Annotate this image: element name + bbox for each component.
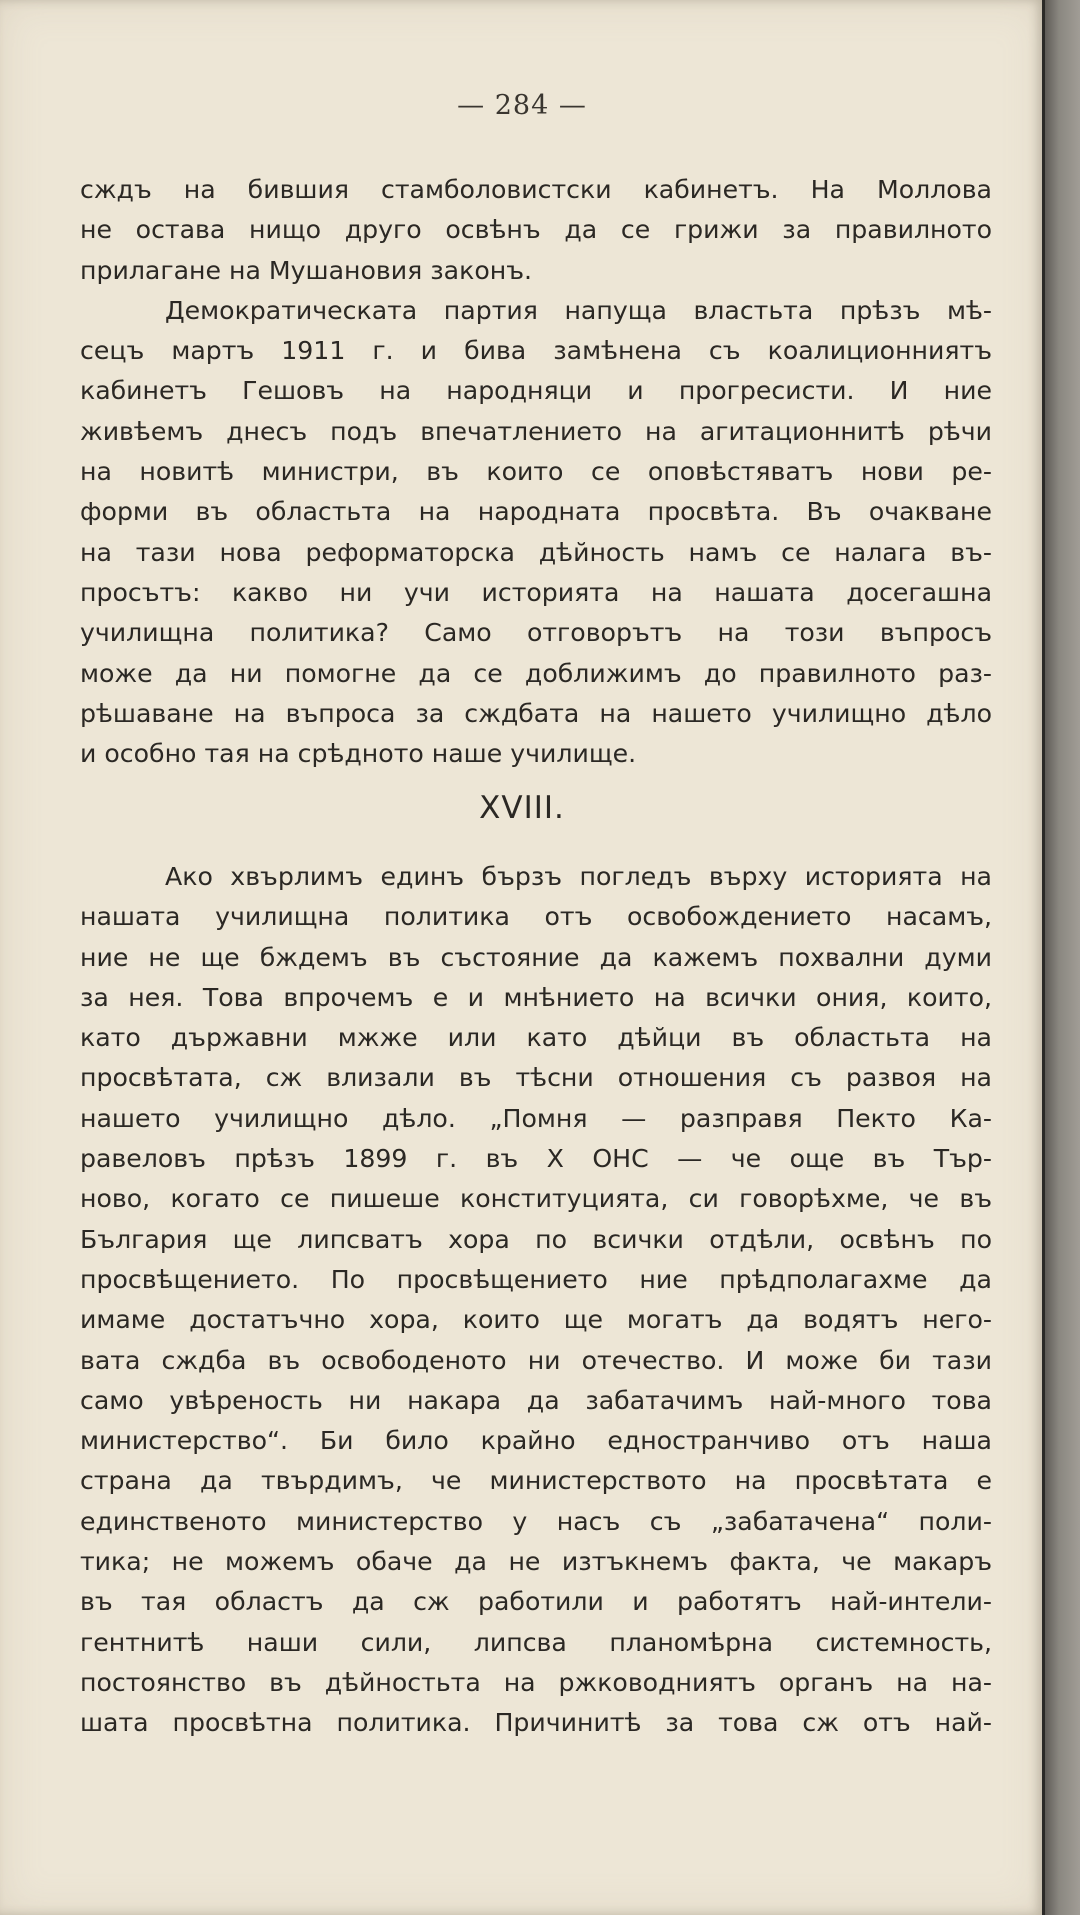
page-margin-strip xyxy=(1045,0,1080,1915)
text-block-bottom xyxy=(80,857,992,1744)
text-line: шата просвѣтна политика. Причинитѣ за това сж отъ най- xyxy=(80,1708,992,1738)
paragraph-3 xyxy=(80,857,992,1744)
section-heading: XVIII. xyxy=(479,790,565,826)
text-line: нашето училищно дѣло. „Помня — разправя Пекто Ка- xyxy=(80,1103,992,1133)
text-line: Ако хвърлимъ единъ бързъ погледъ върху историята на xyxy=(165,862,992,891)
text-line: кабинетъ Гешовъ на народняци и прогресисти. И ние xyxy=(80,376,992,406)
text-line: за нея. Това впрочемъ е и мнѣнието на всички ония, които, xyxy=(80,982,992,1012)
text-line: като държавни мжже или като дѣйци въ областьта на xyxy=(80,1023,992,1053)
text-line: просвѣщението. По просвѣщението ние прѣдполагахме да xyxy=(80,1264,992,1294)
text-line: страна да твърдимъ, че министерството на просвѣтата е xyxy=(80,1466,992,1496)
text-line: просътъ: какво ни учи историята на нашата досегашна xyxy=(80,577,992,607)
text-line: тика; не можемъ обаче да не изтъкнемъ факта, че макаръ xyxy=(80,1547,992,1577)
text-line: на тази нова реформаторска дѣйность намъ се налага въ- xyxy=(80,537,992,567)
text-line: равеловъ прѣзъ 1899 г. въ X ОНС — че още въ Тър- xyxy=(80,1144,992,1174)
text-line: Демократическата партия напуща властьта прѣзъ мѣ- xyxy=(165,295,992,325)
text-line: и особно тая на срѣдното наше училище. xyxy=(80,739,637,769)
text-line: форми въ областьта на народната просвѣта. Въ очакване xyxy=(80,497,992,527)
text-line: ние не ще бждемъ въ състояние да кажемъ похвални думи xyxy=(80,942,992,972)
text-line: може да ни помогне да се доближимъ до правилното раз- xyxy=(80,658,992,688)
text-line: гентнитѣ наши сили, липсва планомѣрна системность, xyxy=(80,1627,992,1657)
text-line: само увѣреность ни накара да забатачимъ най-много това xyxy=(80,1385,992,1415)
text-line: единственото министерство у насъ съ „забатачена“ поли- xyxy=(80,1506,992,1536)
text-line: прилагане на Мушановия законъ. xyxy=(80,255,532,285)
text-line: сждъ на бившия стамболовистски кабинетъ. На Моллова xyxy=(80,175,992,204)
text-line: рѣшаване на въпроса за сждбата на нашето училищно дѣло xyxy=(80,698,992,728)
page-number: — 284 — xyxy=(457,90,587,121)
text-line: България ще липсватъ хора по всички отдѣли, освѣнъ по xyxy=(80,1224,992,1254)
text-line: нашата училищна политика отъ освобождението насамъ, xyxy=(80,902,992,932)
text-line: живѣемъ днесъ подъ впечатлението на агитационнитѣ рѣчи xyxy=(80,416,992,446)
text-line: постоянство въ дѣйностьта на ржководниятъ органъ на на- xyxy=(80,1667,992,1697)
text-line: просвѣтата, сж влизали въ тѣсни отношения съ развоя на xyxy=(80,1063,992,1093)
paragraph-1 xyxy=(80,170,992,291)
text-line: сецъ мартъ 1911 г. и бива замѣнена съ коалиционниятъ xyxy=(80,336,992,366)
text-line: училищна политика? Само отговорътъ на този въпросъ xyxy=(80,618,992,648)
text-line: ново, когато се пишеше конституцията, си говорѣхме, че въ xyxy=(80,1184,992,1214)
text-line: не остава нищо друго освѣнъ да се грижи за правилното xyxy=(80,215,992,245)
text-line: имаме достатъчно хора, които ще могатъ да водятъ него- xyxy=(80,1305,992,1335)
text-line: министерство“. Би било крайно едностранчиво отъ наша xyxy=(80,1426,992,1456)
text-line: на новитѣ министри, въ които се оповѣстяватъ нови ре- xyxy=(80,457,992,487)
text-line: вата сждба въ освободеното ни отечество. И може би тази xyxy=(80,1345,992,1375)
text-block-top xyxy=(80,170,992,774)
text-line: въ тая областъ да сж работили и работятъ най-интели- xyxy=(80,1587,992,1617)
paragraph-2 xyxy=(80,291,992,775)
